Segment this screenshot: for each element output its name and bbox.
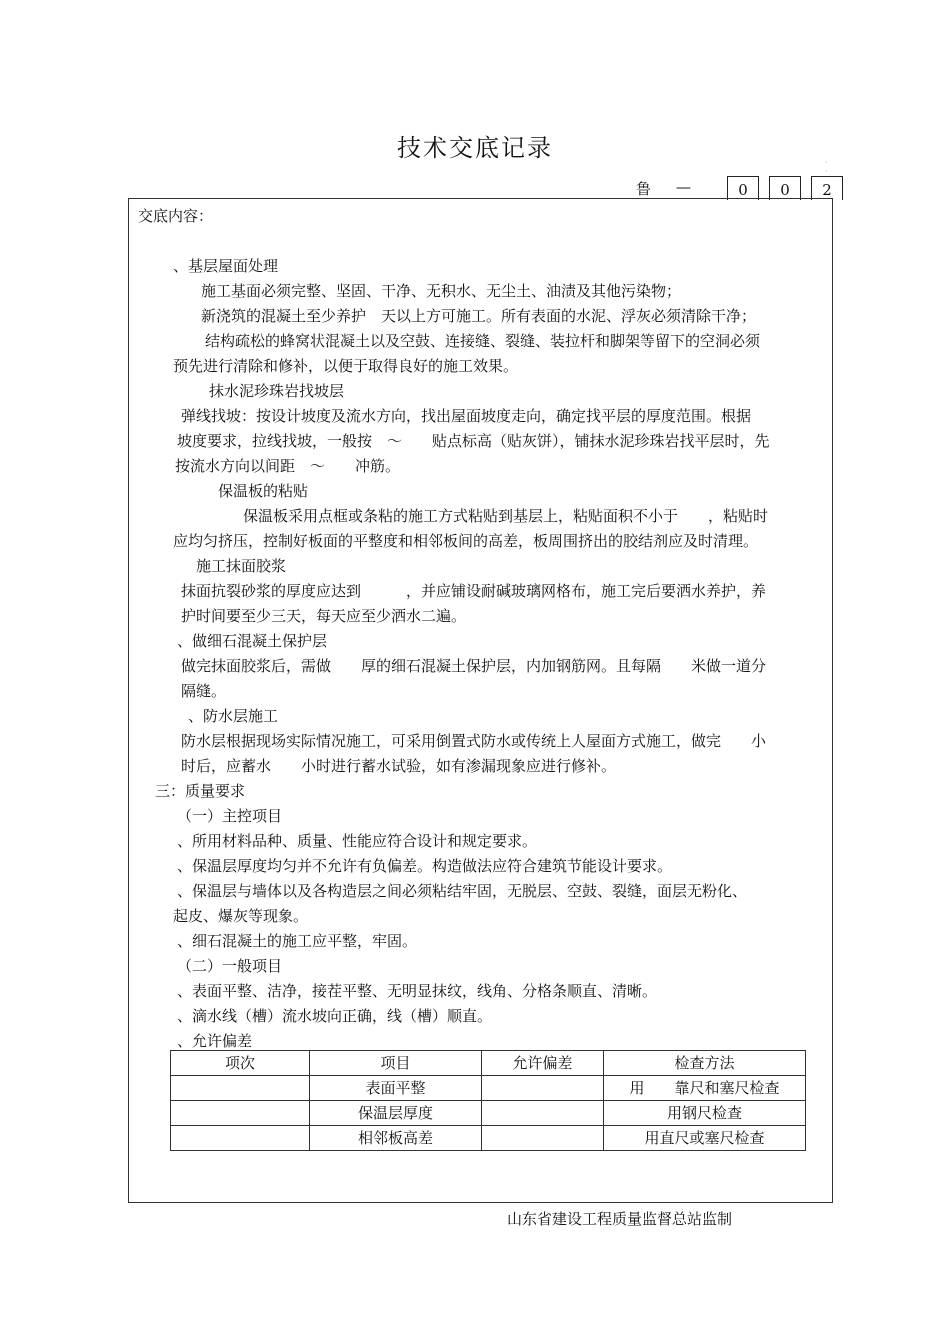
content-line: 施工抹面胶浆 xyxy=(196,557,287,575)
table-cell xyxy=(482,1126,604,1151)
table-cell xyxy=(171,1126,310,1151)
content-line: 、所用材料品种、质量、性能应符合设计和规定要求。 xyxy=(177,832,538,850)
content-line: 做完抹面胶浆后，需做 厚的细石混凝土保护层，内加钢筋网。且每隔 米做一道分 xyxy=(181,657,767,675)
content-line: 应均匀挤压，控制好板面的平整度和相邻板间的高差，板周围挤出的胶结剂应及时清理。 xyxy=(173,532,759,550)
table-header-cell: 检查方法 xyxy=(604,1051,806,1076)
content-line: 保温板的粘贴 xyxy=(218,482,309,500)
content-line: 、滴水线（槽）流水坡向正确，线（槽）顺直。 xyxy=(177,1007,493,1025)
table-cell: 用 靠尺和塞尺检查 xyxy=(604,1076,806,1101)
table-cell: 用直尺或塞尺检查 xyxy=(604,1126,806,1151)
table-cell xyxy=(171,1076,310,1101)
code-prefix: 鲁 xyxy=(636,180,652,198)
code-digit-3: 2 xyxy=(811,176,843,200)
footer-supervisor: 山东省建设工程质量监督总站监制 xyxy=(507,1210,733,1228)
code-dash: — xyxy=(676,178,691,196)
content-line: 、保温层厚度均匀并不允许有负偏差。构造做法应符合建筑节能设计要求。 xyxy=(177,857,673,875)
table-header-cell: 项次 xyxy=(171,1051,310,1076)
content-line: （二）一般项目 xyxy=(177,957,283,975)
content-line: 结构疏松的蜂窝状混凝土以及空鼓、连接缝、裂缝、装拉杆和脚架等留下的空洞必须 xyxy=(205,332,761,350)
content-line: 、允许偏差 xyxy=(177,1032,253,1050)
content-line: 抹水泥珍珠岩找坡层 xyxy=(209,382,345,400)
table-cell xyxy=(171,1101,310,1126)
content-line: 防水层根据现场实际情况施工，可采用倒置式防水或传统上人屋面方式施工，做完 小 xyxy=(181,732,767,750)
content-line: 、做细石混凝土保护层 xyxy=(177,632,328,650)
content-line: 弹线找坡：按设计坡度及流水方向，找出屋面坡度走向，确定找平层的厚度范围。根据 xyxy=(181,407,752,425)
content-line: 保温板采用点框或条粘的施工方式粘贴到基层上，粘贴面积不小于 ，粘贴时 xyxy=(243,507,769,525)
table-cell xyxy=(482,1101,604,1126)
content-line: 、防水层施工 xyxy=(188,707,279,725)
content-line: 起皮、爆灰等现象。 xyxy=(173,907,309,925)
page-title: 技术交底记录 xyxy=(397,134,553,162)
table-cell: 相邻板高差 xyxy=(310,1126,482,1151)
table-header-cell: 项目 xyxy=(310,1051,482,1076)
table-cell: 用钢尺检查 xyxy=(604,1101,806,1126)
scan-specks: · · xyxy=(825,158,868,176)
content-line: 坡度要求，拉线找坡，一般按 ～ 贴点标高（贴灰饼），铺抹水泥珍珠岩找平层时，先 xyxy=(177,432,770,450)
content-line: 新浇筑的混凝土至少养护 天以上方可施工。所有表面的水泥、浮灰必须清除干净； xyxy=(201,307,757,325)
content-line: 时后，应蓄水 小时进行蓄水试验，如有渗漏现象应进行修补。 xyxy=(181,757,617,775)
content-line: 按流水方向以间距 ～ 冲筋。 xyxy=(175,457,401,475)
content-line: 护时间要至少三天，每天应至少洒水二遍。 xyxy=(181,607,467,625)
content-line: （一）主控项目 xyxy=(177,807,283,825)
content-line: 、基层屋面处理 xyxy=(173,257,279,275)
content-line: 隔缝。 xyxy=(181,682,227,700)
content-line: 、细石混凝土的施工应平整，牢固。 xyxy=(177,932,418,950)
table-row xyxy=(171,1126,806,1151)
content-line: 预先进行清除和修补，以便于取得良好的施工效果。 xyxy=(173,357,519,375)
code-digit-1: 0 xyxy=(727,176,759,200)
table-row xyxy=(171,1101,806,1126)
content-line: 施工基面必须完整、坚固、干净、无积水、无尘土、油渍及其他污染物； xyxy=(201,282,682,300)
table-cell xyxy=(482,1076,604,1101)
content-heading: 交底内容： xyxy=(138,207,214,225)
table-cell: 表面平整 xyxy=(310,1076,482,1101)
content-line: 、表面平整、洁净，接茬平整、无明显抹纹，线角、分格条顺直、清晰。 xyxy=(177,982,658,1000)
code-digit-2: 0 xyxy=(769,176,801,200)
table-cell: 保温层厚度 xyxy=(310,1101,482,1126)
table-header-cell: 允许偏差 xyxy=(482,1051,604,1076)
table-row xyxy=(171,1076,806,1101)
content-line: 、保温层与墙体以及各构造层之间必须粘结牢固，无脱层、空鼓、裂缝，面层无粉化、 xyxy=(177,882,748,900)
tolerance-table xyxy=(170,1050,806,1151)
content-line: 抹面抗裂砂浆的厚度应达到 ，并应铺设耐碱玻璃网格布，施工完后要洒水养护，养 xyxy=(181,582,767,600)
table-header-row xyxy=(171,1051,806,1076)
content-line: 三：质量要求 xyxy=(155,782,246,800)
